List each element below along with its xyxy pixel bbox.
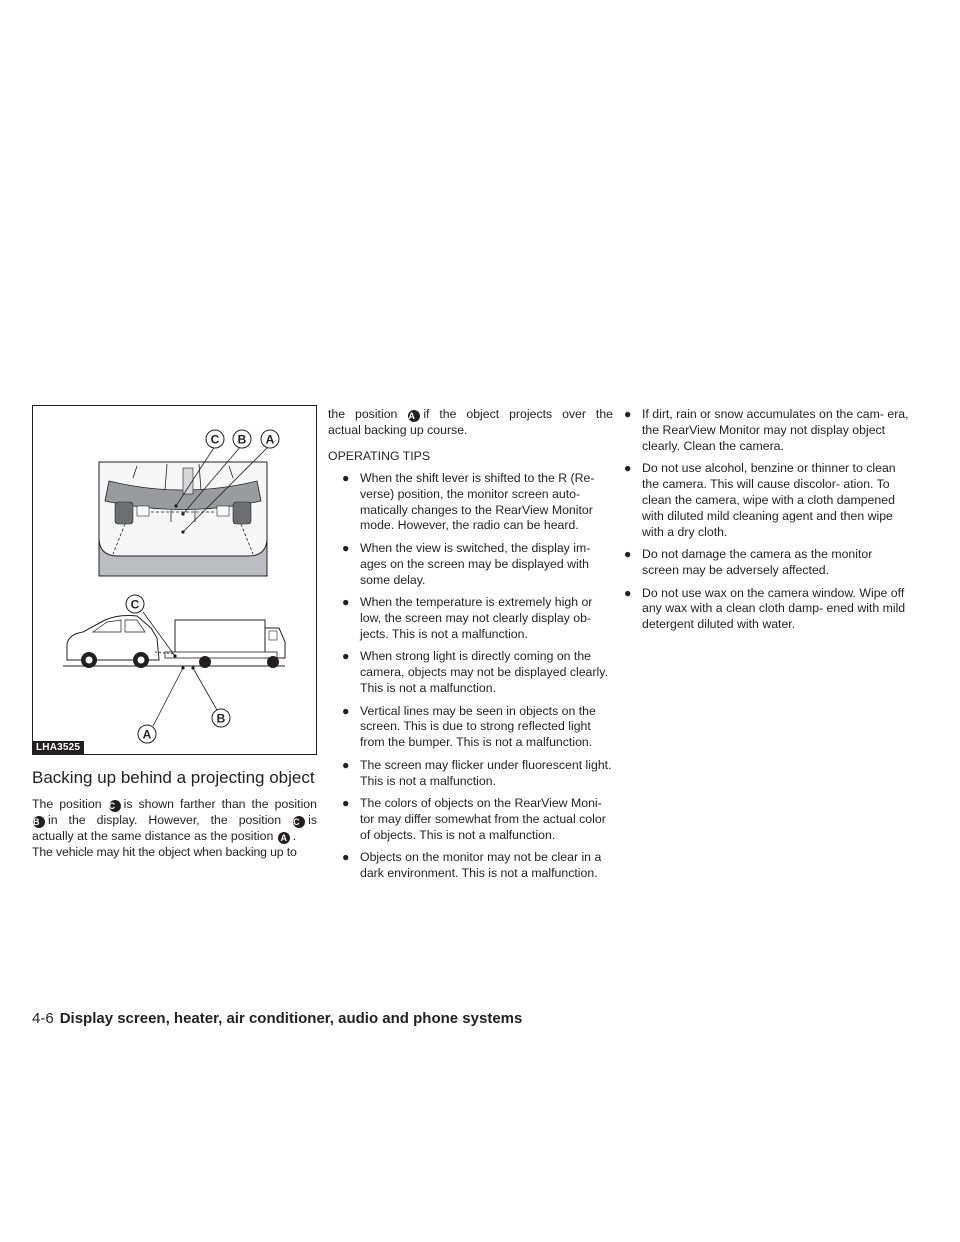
callout-layer [33,406,316,754]
bullet-icon: ● [624,547,632,562]
operating-tips-heading: OPERATING TIPS [328,448,431,463]
svg-text:B: B [237,432,247,447]
svg-text:C: C [210,432,220,447]
callout-b-side [212,709,230,727]
bullet-icon: ● [342,595,350,610]
rearview-projecting-object-illustration [32,405,317,755]
bullet-icon: ● [624,585,632,600]
svg-text:A: A [265,432,275,447]
svg-text:C: C [130,597,140,612]
callout-b-icon: B [33,816,45,828]
list-item: ● The colors of objects on the RearView Moni- tor may differ somewhat from the actual color of objects. This is not a malfunction. [342,796,606,842]
body-line: The position C is shown farther than the position [32,797,317,811]
list-item: ● Do not use wax on the camera window. Wipe off any wax with a clean cloth damp- ened with mild detergent diluted with water. [624,585,906,632]
body-line: The vehicle may hit the object when backing up to [32,844,297,859]
body-line: actually at the same distance as the position A . [32,828,297,843]
callout-c-icon: C [109,800,121,812]
bullet-icon: ● [342,540,350,555]
figure-id-label: LHA3525 [33,741,84,754]
list-item: ● Vertical lines may be seen in objects on the screen. This is due to strong reflected light from the bumper. This is not a malfunction. [342,703,596,750]
section-heading: Backing up behind a projecting object [32,768,315,787]
list-item: ● Do not damage the camera as the monitor screen may be adversely affected. [624,547,873,578]
callout-a-side [138,725,156,743]
body-line: the position A if the object projects over the [328,407,613,421]
bullet-icon: ● [342,757,350,772]
callout-a-icon: A [408,410,420,422]
callout-c-side [126,595,144,613]
list-item: ● When strong light is directly coming on the camera, objects may not be displayed clearly. This is not a malfunction. [342,649,608,696]
body-line: B in the display. However, the position C is [33,812,317,827]
svg-text:A: A [142,727,152,742]
list-item: ● When the view is switched, the display im- ages on the screen may be displayed with some delay. [342,540,591,587]
chapter-title: Display screen, heater, air conditioner, audio and phone systems [59,1010,523,1027]
callout-a-top [261,430,279,448]
list-item: ● Do not use alcohol, benzine or thinner to clean the camera. This will cause discolor- ation. To clean the camera, wipe with a cloth dampened with diluted mild cleaning agent and then wipe with a dry cloth. [624,461,896,539]
list-item: ● When the temperature is extremely high or low, the screen may not clearly display ob- jects. This is not a malfunction. [342,595,593,641]
bullet-icon: ● [342,850,350,865]
bullet-icon: ● [342,703,350,718]
bullet-icon: ● [624,407,632,421]
list-item: ● Objects on the monitor may not be clear in a dark environment. This is not a malfunction. [342,850,602,881]
operating-tips-list-col2 [328,471,613,882]
column-2 [328,407,613,889]
page-footer [32,1010,522,1028]
operating-tips-list-col3 [624,407,909,633]
section-body-col1 [32,797,317,861]
bullet-icon: ● [624,461,632,476]
list-item: ● When the shift lever is shifted to the R (Re- verse) position, the monitor screen auto- matically changes to the RearView Monitor mode. However, the radio can be heard. [342,470,595,533]
callout-b-top [233,430,251,448]
bullet-icon: ● [342,649,350,664]
callout-c-icon: C [293,816,305,828]
column-3 [624,407,909,640]
svg-text:B: B [216,711,226,726]
callout-a-icon: A [278,832,290,844]
list-item: ● If dirt, rain or snow accumulates on the cam- era, the RearView Monitor may not display object clearly. Clean the camera. [624,407,909,453]
page-number: 4-6 [32,1010,54,1027]
callout-c-top [206,430,224,448]
body-line: actual backing up course. [328,422,468,437]
bullet-icon: ● [342,796,350,811]
bullet-icon: ● [342,470,350,485]
list-item: ● The screen may flicker under fluorescent light. This is not a malfunction. [342,757,612,788]
